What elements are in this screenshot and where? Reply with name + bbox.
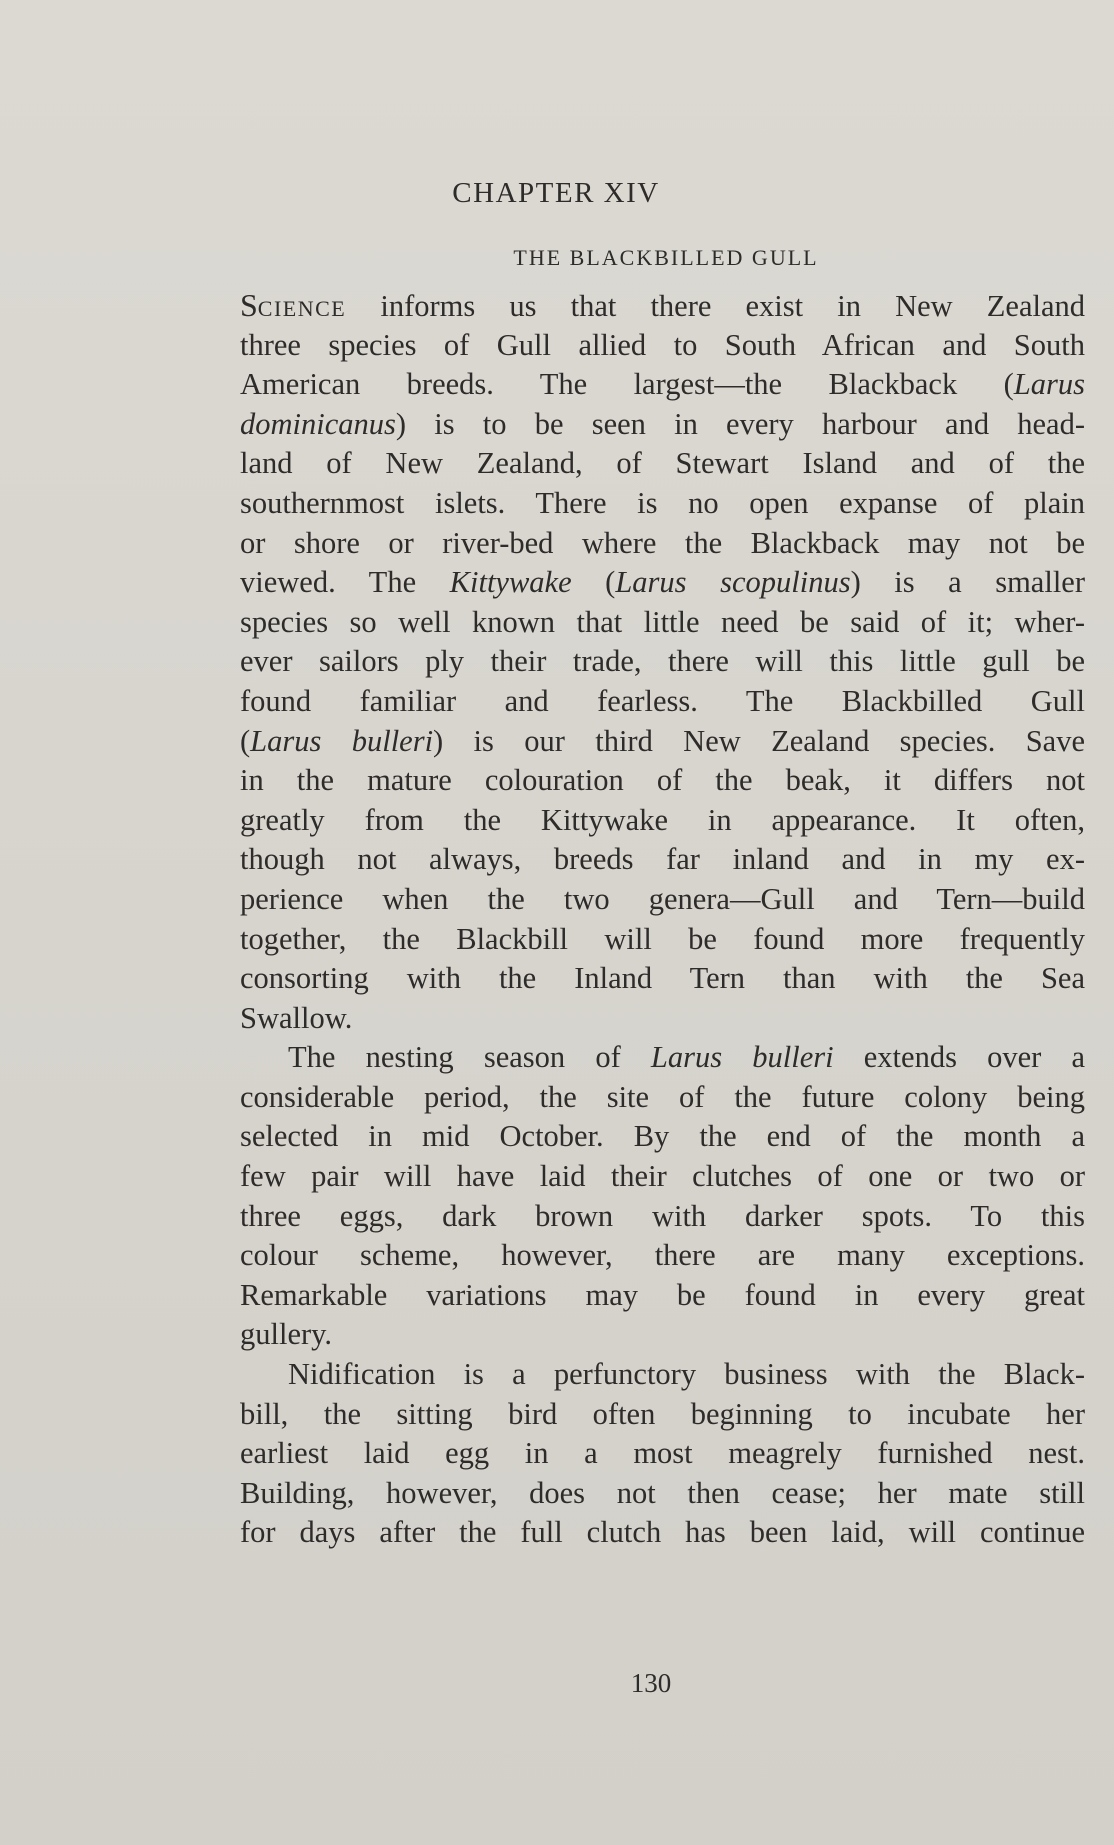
text-line: [240, 1038, 1085, 1078]
section-heading: [0, 245, 1114, 271]
text-line: [240, 959, 1085, 999]
text-line: [240, 642, 1085, 682]
italic-text: Kittywake: [449, 565, 572, 600]
text-run: gullery.: [240, 1317, 333, 1352]
text-line: [240, 801, 1085, 841]
text-run: ) is our third New Zealand species. Save: [433, 723, 1085, 758]
text-run: few pair will have laid their clutches of one or two or: [240, 1159, 1085, 1194]
text-run: though not always, breeds far inland and in my ex-: [240, 842, 1085, 877]
text-run: together, the Blackbill will be found more frequently: [240, 921, 1085, 956]
text-run: southernmost islets. There is no open expanse of plain: [240, 485, 1085, 520]
text-line: [240, 1315, 1085, 1355]
text-line: [240, 286, 1085, 326]
text-line: [240, 722, 1085, 762]
text-line: [240, 761, 1085, 801]
italic-text: Larus bulleri: [650, 1040, 834, 1075]
text-line: [240, 1078, 1085, 1118]
text-line: [240, 1395, 1085, 1435]
text-line: [240, 444, 1085, 484]
text-run: The nesting season of: [288, 1040, 651, 1075]
text-line: [240, 880, 1085, 920]
text-line: [240, 484, 1085, 524]
text-run: land of New Zealand, of Stewart Island and of the: [240, 446, 1085, 481]
text-run: Swallow.: [240, 1000, 353, 1035]
text-run: selected in mid October. By the end of the month a: [240, 1119, 1085, 1154]
text-run: informs us that there exist in New Zealand: [346, 289, 1085, 323]
text-run: greatly from the Kittywake in appearance. It often,: [240, 802, 1085, 837]
body-text: [240, 286, 1085, 1553]
text-line: [240, 1355, 1085, 1395]
text-run: Building, however, does not then cease; her mate still: [240, 1475, 1085, 1510]
text-line: [240, 405, 1085, 445]
text-run: ) is to be seen in every harbour and head-: [395, 406, 1085, 441]
page-number-text: 130: [630, 1668, 672, 1698]
text-run: viewed. The: [240, 565, 450, 600]
text-run: S: [240, 287, 258, 323]
text-run: in the mature colouration of the beak, it differs not: [240, 763, 1085, 798]
text-line: [240, 1236, 1085, 1276]
text-line: [240, 682, 1085, 722]
text-run: ever sailors ply their trade, there will this little gull be: [240, 644, 1085, 679]
text-run: for days after the full clutch has been laid, will continue: [240, 1515, 1085, 1550]
text-run: colour scheme, however, there are many exceptions.: [240, 1238, 1085, 1273]
text-run: Nidification is a perfunctory business with the Black-: [288, 1357, 1085, 1392]
italic-text: dominicanus: [240, 406, 396, 441]
text-run: Remarkable variations may be found in every great: [240, 1277, 1085, 1312]
text-line: [240, 524, 1085, 564]
text-run: CIENCE: [257, 296, 347, 321]
italic-text: Larus scopulinus: [615, 565, 851, 600]
page-number: [0, 1668, 1114, 1699]
text-run: or shore or river-bed where the Blackback may not be: [240, 525, 1085, 560]
text-line: [240, 1434, 1085, 1474]
text-line: [240, 365, 1085, 405]
text-run: (: [571, 565, 616, 600]
italic-text: Larus bulleri: [250, 723, 434, 758]
text-line: [240, 920, 1085, 960]
text-run: perience when the two genera—Gull and Tern—build: [240, 881, 1085, 916]
text-line: [240, 326, 1085, 366]
text-line: [240, 1197, 1085, 1237]
chapter-title-text: CHAPTER XIV: [452, 177, 660, 209]
text-run: ) is a smaller: [850, 565, 1085, 600]
text-line: [240, 1474, 1085, 1514]
text-line: [240, 1276, 1085, 1316]
text-run: considerable period, the site of the future colony being: [240, 1079, 1085, 1114]
text-line: [240, 1157, 1085, 1197]
text-run: earliest laid egg in a most meagrely furnished nest.: [240, 1436, 1085, 1471]
text-run: three species of Gull allied to South African and South: [240, 327, 1085, 362]
text-run: extends over a: [833, 1040, 1086, 1075]
text-run: three eggs, dark brown with darker spots. To this: [240, 1198, 1085, 1233]
section-heading-text: THE BLACKBILLED GULL: [513, 245, 819, 270]
text-line: [240, 999, 1085, 1039]
text-line: [240, 563, 1085, 603]
text-run: consorting with the Inland Tern than with the Sea: [240, 961, 1085, 996]
text-run: found familiar and fearless. The Blackbilled Gull: [240, 683, 1085, 718]
text-line: [240, 603, 1085, 643]
text-line: [240, 1513, 1085, 1553]
chapter-title: [0, 177, 1114, 210]
text-line: [240, 1117, 1085, 1157]
text-run: (: [240, 723, 251, 758]
text-line: [240, 840, 1085, 880]
text-run: bill, the sitting bird often beginning to incubate her: [240, 1396, 1085, 1431]
italic-text: Larus: [1013, 367, 1085, 402]
text-run: species so well known that little need be said of it; wher-: [240, 604, 1085, 639]
text-run: American breeds. The largest—the Blackback (: [240, 367, 1014, 402]
